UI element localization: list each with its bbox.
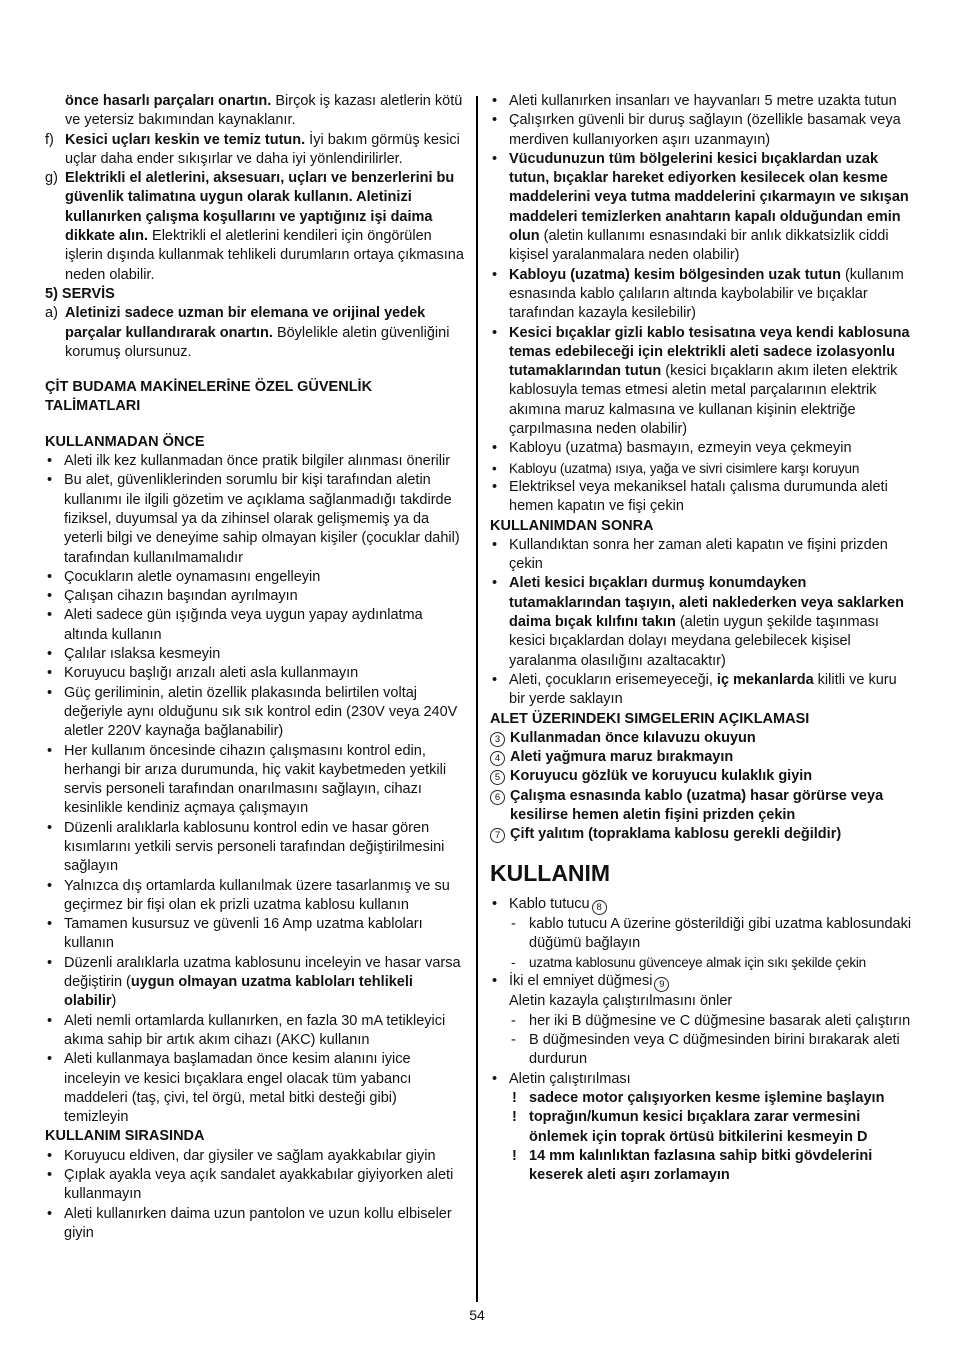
symbols-heading: ALET ÜZERINDEKI SIMGELERIN AÇIKLAMASI: [490, 710, 810, 727]
list-item: • Aleti sadece gün ışığında veya uygun yapay aydınlatma altında kullanın: [45, 606, 465, 645]
list-item: • Aleti ilk kez kullanmadan önce pratik bilgiler alınması önerilir: [45, 452, 465, 471]
item-g: g) Elektrikli el aletlerini, aksesuarı, uçları ve benzerlerini bu güvenlik talimatına uygun olarak kullanın. Aletinizi kullanırken çalışma koşullarını ve yaptığınız işi daima dikkate alın. Elektrikli el aletlerini kendileri için öngörülen işlerin dışında kullanmak tehlikeli durumların ortaya çıkmasına neden olabilir.: [45, 170, 464, 283]
dash-item: - uzatma kablosunu güvenceye almak için sıkı şekilde çekin: [490, 953, 912, 972]
list-item: • Aleti kesici bıçakları durmuş konumdayken tutamaklarından taşıyın, aleti naklederken veya saklarken daima bıçak kılıfını takın (aletin uygun şekilde taşınması kesici bıçaklardan dolayı meydana gelebilecek kişisel yaralanma olasılığını azaltacaktır): [490, 574, 912, 670]
item-a: a) Aletinizi sadece uzman bir elemana ve orijinal yedek parçalar kullandırarak onartın. Böylelikle aletin güvenliğini korumuş olursunuz.: [45, 305, 450, 360]
list-item: • Kullandıktan sonra her zaman aleti kapatın ve fişini prizden çekin: [490, 536, 912, 575]
list-item: • Güç geriliminin, aletin özellik plakasında belirtilen voltaj değeriyle aynı olduğunu sık sık kontrol edin (230V veya 240V aletler 220V kaynağa bağlanabilir): [45, 684, 465, 742]
dash-item: - her iki B düğmesine ve C düğmesine basarak aleti çalıştırın: [490, 1012, 912, 1031]
list-item: • Aleti kullanırken insanları ve hayvanları 5 metre uzakta tutun: [490, 92, 912, 111]
warning-item: ! sadece motor çalışıyorken kesme işlemine başlayın: [490, 1089, 912, 1108]
dash-item: - B düğmesinden veya C düğmesinden birini bırakarak aleti durdurun: [490, 1031, 912, 1070]
list-item: • Kesici bıçaklar gizli kablo tesisatına veya kendi kablosuna temas edebileceği için elektrikli aleti sadece izolasyonlu tutamaklarından tutun (kesici bıçakların akım ileten elektrik kablosuyla temas etmesi aletin metal parçalarının elektrik akımına maruz kalmasına ve kullanan kişinin elektriğe çarpılmasına neden olabilir): [490, 324, 912, 440]
list-item: • Kabloyu (uzatma) kesim bölgesinden uzak tutun (kullanım esnasında kablo çalıların altında kaybolabilir ve bıçaklar tarafından kazayla kesilebilir): [490, 266, 912, 324]
list-item: • Aleti, çocukların erisemeyeceği, iç mekanlarda kilitli ve kuru bir yerde saklayın: [490, 671, 912, 710]
list-item: • Koruyucu başlığı arızalı aleti asla kullanmayın: [45, 664, 465, 683]
symbol-item: 7 Çift yalıtım (topraklama kablosu gerekli değildir): [490, 825, 912, 844]
list-item: • Tamamen kusursuz ve güvenli 16 Amp uzatma kabloları kullanın: [45, 915, 465, 954]
list-item: • Aleti nemli ortamlarda kullanırken, en fazla 30 mA tetikleyici akıma sahip bir artık akım cihazı (AKC) kullanın: [45, 1012, 465, 1051]
list-item: • Bu alet, güvenliklerinden sorumlu bir kişi tarafından aletin kullanımı ile ilgili gözetim ve açıklama sağlanmadığı takdirde fiziksel, duyumsal ya da zihinsel olarak gelişmemiş ya da yeterli bilgi ve deneyime sahip olmayan kişiler (çocuklar dahil) tarafından kullanılmamalıdır: [45, 471, 465, 567]
circled-number-icon: 4: [490, 751, 505, 766]
list-item: • İki el emniyet düğmesi 9: [490, 972, 912, 992]
item-f: f) Kesici uçları keskin ve temiz tutun. İyi bakım görmüş kesici uçlar daha ender sıkışırlar ve daha iyi yönlendirilirler.: [45, 131, 460, 167]
warning-item: ! toprağın/kumun kesici bıçaklara zarar vermesini önlemek için toprak örtüsü bitkilerini kesmeyin D: [490, 1108, 912, 1147]
two-hand-description: Aletin kazayla çalıştırılmasını önler: [509, 993, 733, 1010]
list-item: • Yalnızca dış ortamlarda kullanılmak üzere tasarlanmış ve su geçirmez bir fişi olan ek prizli uzatma kablosu kullanın: [45, 877, 465, 916]
list-item: • Düzenli aralıklarla uzatma kablosunu inceleyin ve hasar varsa değiştirin (uygun olmayan uzatma kabloları tehlikeli olabilir): [45, 954, 465, 1012]
list-item: • Elektriksel veya mekaniksel hatalı çalısma durumunda aleti hemen kapatın ve fişi çekin: [490, 478, 912, 517]
circled-number-icon: 8: [592, 900, 607, 915]
page-number: 54: [469, 1307, 485, 1323]
list-item: • Aleti kullanmaya başlamadan önce kesim alanını iyice inceleyin ve kesici bıçaklara engel olacak tüm yabancı maddeleri (taş, çivi, tel örgü, metal bitki desteği gibi) temizleyin: [45, 1050, 465, 1127]
circled-number-icon: 5: [490, 770, 505, 785]
symbol-item: 5 Koruyucu gözlük ve koruyucu kulaklık giyin: [490, 767, 912, 786]
list-item: • Düzenli aralıklarla kablosunu kontrol edin ve hasar gören kısımlarını yetkili servis personeli tarafından değiştirilmesini sağlayın: [45, 819, 465, 877]
safety-heading: ÇİT BUDAMA MAKİNELERİNE ÖZEL GÜVENLİK TALİMATLARI: [45, 379, 373, 415]
list-item: • Kabloyu (uzatma) ısıya, yağa ve sivri cisimlere karşı koruyun: [490, 459, 912, 478]
during-heading: KULLANIM SIRASINDA: [45, 1128, 205, 1145]
intro-paragraph: önce hasarlı parçaları onartın. Birçok iş kazası aletlerin kötü ve yetersiz bakımından kaynaklanır.: [65, 93, 463, 129]
list-item: • Kablo tutucu 8: [490, 895, 912, 915]
servis-heading: 5) SERVİS: [45, 285, 115, 302]
circled-number-icon: 6: [490, 790, 505, 805]
list-item: • Her kullanım öncesinde cihazın çalışmasını kontrol edin, herhangi bir arıza durumunda, hiç vakit kaybetmeden yetkili servis personeli tarafından onarılmasını sağlayın, cihazı kesinlikle kendiniz açmaya çalışmayın: [45, 742, 465, 819]
after-heading: KULLANIMDAN SONRA: [490, 517, 654, 534]
list-item: • Çalışırken güvenli bir duruş sağlayın (özellikle basamak veya merdiven kullanıyorken aşırı uzanmayın): [490, 111, 912, 150]
list-item: • Vücudunuzun tüm bölgelerini kesici bıçaklardan uzak tutun, bıçaklar hareket ediyorken kesilecek olan kesme maddelerini veya tutma maddelerini çıkarmayın ve sıkışan maddeleri temizlerken anahtarın kapalı olduğundan emin olun (aletin kullanımı esnasındaki bir anlık dikkatsizlik ciddi kişisel yaralanmalara neden olabilir): [490, 150, 912, 266]
circled-number-icon: 3: [490, 732, 505, 747]
list-item: • Çocukların aletle oynamasını engelleyin: [45, 568, 465, 587]
dash-item: - kablo tutucu A üzerine gösterildiği gibi uzatma kablosundaki düğümü bağlayın: [490, 915, 912, 954]
list-item: • Aleti kullanırken daima uzun pantolon ve uzun kollu elbiseler giyin: [45, 1205, 465, 1244]
list-item: • Koruyucu eldiven, dar giysiler ve sağlam ayakkabılar giyin: [45, 1147, 465, 1166]
symbol-item: 6 Çalışma esnasında kablo (uzatma) hasar görürse veya kesilirse hemen aletin fişini prizden çekin: [490, 787, 912, 826]
left-column: [45, 92, 465, 1243]
symbol-item: 3 Kullanmadan önce kılavuzu okuyun: [490, 729, 912, 748]
warning-item: ! 14 mm kalınlıktan fazlasına sahip bitki gövdelerini keserek aleti aşırı zorlamayın: [490, 1147, 912, 1186]
list-item: • Çalışan cihazın başından ayrılmayın: [45, 587, 465, 606]
symbol-item: 4 Aleti yağmura maruz bırakmayın: [490, 748, 912, 767]
before-heading: KULLANMADAN ÖNCE: [45, 433, 205, 450]
circled-number-icon: 9: [654, 977, 669, 992]
list-item: • Aletin çalıştırılması: [490, 1070, 912, 1089]
list-item: • Kabloyu (uzatma) basmayın, ezmeyin veya çekmeyin: [490, 439, 912, 458]
list-item: • Çıplak ayakla veya açık sandalet ayakkabılar giyiyorken aleti kullanmayın: [45, 1166, 465, 1205]
right-column: [490, 92, 912, 1185]
usage-title: KULLANIM: [490, 859, 611, 886]
circled-number-icon: 7: [490, 828, 505, 843]
list-item: • Çalılar ıslaksa kesmeyin: [45, 645, 465, 664]
column-divider: [476, 96, 478, 1302]
